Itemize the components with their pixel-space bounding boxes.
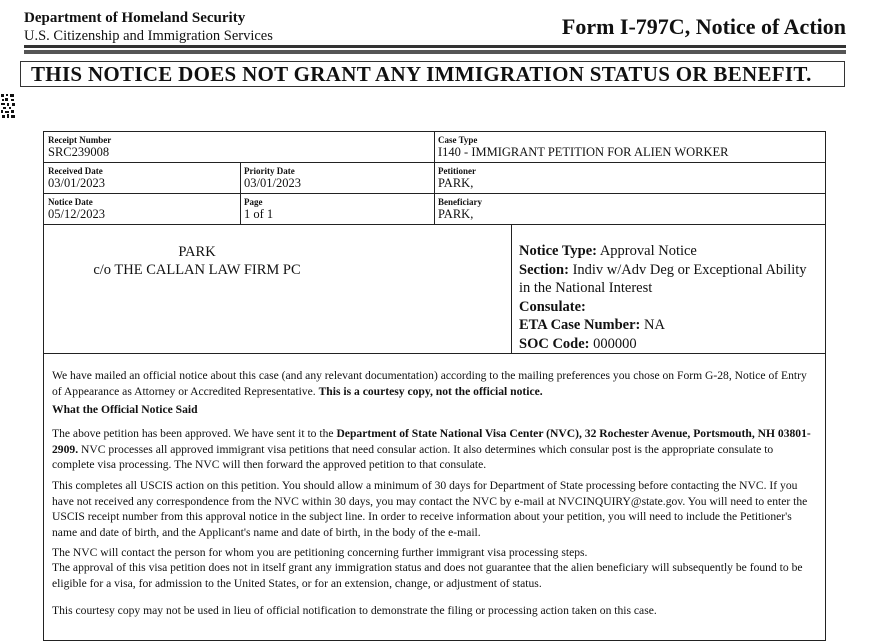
notice-date-value: 05/12/2023 [48, 207, 105, 221]
header-agency-block [24, 10, 273, 45]
agency-name: Department of Homeland Security [24, 10, 246, 26]
eta-case-number-value: NA [644, 317, 665, 333]
consulate-label: Consulate: [519, 298, 586, 315]
header-rule-thick [24, 45, 846, 48]
notice-details: Notice Type: Approval Notice Section: Indiv w/Adv Deg or Exceptional Ability in the National Interest Consulate: ETA Case Number: NA SOC Code: 000000 [519, 243, 807, 352]
header-rule-gray [24, 50, 846, 54]
nvc-contact-paragraph: The NVC will contact the person for whom you are petitioning concerning further immigrant visa processing steps. [52, 546, 588, 559]
beneficiary-field: Beneficiary PARK, [438, 197, 482, 221]
priority-date-value: 03/01/2023 [244, 176, 301, 190]
received-date-value: 03/01/2023 [48, 176, 105, 190]
form-title: Form I-797C, Notice of Action [561, 14, 846, 39]
status-disclaimer-paragraph: The approval of this visa petition does not in itself grant any immigration status and does not guarantee that the alien beneficiary will subsequently be found to be eligible for a visa, for admission to the United States, or for an extension, change, or adjustment of status. [52, 561, 803, 590]
priority-date-field: Priority Date 03/01/2023 [244, 166, 301, 190]
section-value: Indiv w/Adv Deg or Exceptional Ability in the National Interest [519, 261, 807, 296]
courtesy-copy-paragraph: This courtesy copy may not be used in lieu of official notification to demonstrate the filing or processing action taken on this case. [52, 604, 657, 617]
petitioner-field: Petitioner PARK, [438, 166, 476, 190]
address-line-2: c/o THE CALLAN LAW FIRM PC [93, 262, 301, 278]
received-date-field: Received Date 03/01/2023 [48, 166, 105, 190]
status-disclaimer-banner: THIS NOTICE DOES NOT GRANT ANY IMMIGRATION STATUS OR BENEFIT. [20, 61, 845, 87]
mailing-address [62, 243, 332, 279]
sub-agency-name: U.S. Citizenship and Immigration Services [24, 28, 273, 44]
barcode-icon [0, 93, 16, 119]
notice-date-field: Notice Date 05/12/2023 [48, 197, 105, 221]
receipt-number-field: Receipt Number SRC239008 [48, 135, 112, 159]
case-type-value: I140 - IMMIGRANT PETITION FOR ALIEN WORKER [438, 145, 729, 159]
courtesy-paragraph: We have mailed an official notice about this case (and any relevant documentation) according to the mailing preferences you chose on Form G-28, Notice of Entry of Appearance as Attorney or Accredited Representative. This is a courtesy copy, not the official notice. [52, 369, 807, 398]
processing-paragraph: This completes all USCIS action on this petition. You should allow a minimum of 30 days for Department of State processing before contacting the NVC. If you have not received any correspondence from the NVC within 30 days, you may contact the NVC by e-mail at NVCINQUIRY@state.gov. You will need to enter the USCIS receipt number from this approval notice in the subject line. In order to receive information about your petition, you will need to include the Petitioner's name and date of birth, and the Applicant's name and date of birth, in the body of the e-mail. [52, 479, 808, 539]
beneficiary-value: PARK, [438, 207, 474, 221]
page-value: 1 of 1 [244, 207, 274, 221]
case-type-field: Case Type I140 - IMMIGRANT PETITION FOR ALIEN WORKER [438, 135, 729, 159]
receipt-number-value: SRC239008 [48, 145, 110, 159]
petitioner-value: PARK, [438, 176, 474, 190]
soc-code-value: 000000 [593, 335, 637, 352]
address-line-1: PARK [178, 244, 216, 260]
approval-paragraph: The above petition has been approved. We have sent it to the Department of State National Visa Center (NVC), 32 Rochester Avenue, Portsmouth, NH 03801-2909. NVC processes all approved immigrant visa petitions that need consular action. It also determines which consular post is the appropriate consulate to complete visa processing. The NVC will then forward the approved petition to that consulate. [52, 427, 811, 471]
notice-type-value: Approval Notice [599, 243, 697, 259]
section-heading: What the Official Notice Said [52, 403, 198, 416]
page-field: Page 1 of 1 [244, 197, 274, 221]
